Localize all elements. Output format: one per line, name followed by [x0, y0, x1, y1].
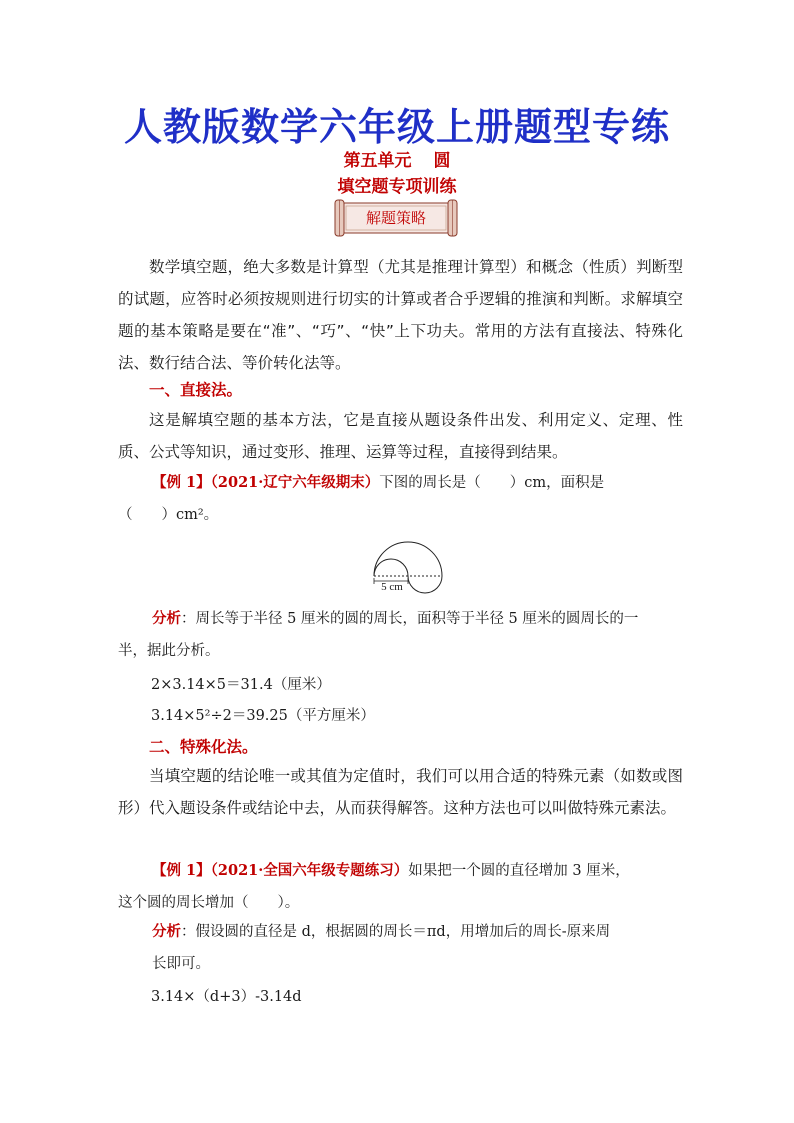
example1-source: （2021·辽宁六年级期末） — [210, 474, 380, 491]
example2-analysis — [118, 916, 688, 980]
figure-dimension-label: 5 cm — [381, 581, 403, 593]
section2-heading: 二、特殊化法。 — [149, 738, 258, 756]
unit-label: 第五单元 — [343, 151, 412, 171]
example2-tag: 【例 1】 — [152, 862, 211, 879]
sub-title: 填空题专项训练 — [337, 177, 457, 197]
section1-paragraph: 这是解填空题的基本方法，它是直接从题设条件出发、利用定义、定理、性质、公式等知识，通过变形、推理、运算等过程，直接得到结果。 — [118, 411, 683, 461]
unit-title — [0, 146, 794, 171]
section2-paragraph: 当填空题的结论唯一或其值为定值时，我们可以用合适的特殊元素（如数或图形）代入题设条件或结论中去，从而获得解答。这种方法也可以叫做特殊元素法。 — [118, 767, 683, 817]
example1-text1: 下图的周长是（ ）cm，面积是 — [379, 475, 605, 491]
analysis2-label: 分析 — [152, 923, 181, 940]
example1-tag: 【例 1】 — [152, 474, 211, 491]
analysis1-line2: 半，据此分析。 — [118, 643, 220, 659]
example1-line2: （ ）cm²。 — [118, 507, 219, 523]
calc2-perimeter-increase: 3.14×（d+3）-3.14d — [151, 989, 302, 1005]
analysis2-text1: ：假设圆的直径是 d，根据圆的周长＝πd，用增加后的周长-原来周 — [181, 924, 611, 940]
intro-paragraph: 数学填空题，绝大多数是计算型（尤其是推理计算型）和概念（性质）判断型的试题，应答时必须按规则进行切实的计算或者合乎逻辑的推演和判断。求解填空题的基本策略是要在“准”、“巧”、“快”上下功夫。常用的方法有直接法、特殊化法、数行结合法、等价转化法等。 — [118, 258, 683, 372]
example2-source: （2021·全国六年级专题练习） — [210, 862, 409, 879]
section1-heading: 一、直接法。 — [149, 381, 243, 399]
example1-analysis — [118, 603, 688, 667]
example2-line1 — [118, 855, 688, 887]
main-title: 人教版数学六年级上册题型专练 — [123, 105, 670, 149]
analysis1-text1: ：周长等于半径 5 厘米的圆的周长，面积等于半径 5 厘米的圆周长的一 — [181, 611, 639, 627]
calc1-perimeter: 2×3.14×5＝31.4（厘米） — [151, 677, 331, 693]
example2-question — [118, 855, 688, 919]
analysis1-label: 分析 — [152, 610, 181, 627]
example1-question — [118, 467, 688, 531]
analysis2-line1 — [118, 916, 688, 948]
calc1-area: 3.14×5²÷2＝39.25（平方厘米） — [151, 708, 375, 724]
example2-line2: 这个圆的周长增加（ ）。 — [118, 895, 300, 911]
analysis2-line2: 长即可。 — [152, 956, 210, 972]
example2-text1: 如果把一个圆的直径增加 3 厘米， — [408, 863, 630, 879]
unit-topic: 圆 — [433, 151, 451, 171]
example1-line1 — [118, 467, 688, 499]
scroll-label: 解题策略 — [365, 209, 426, 227]
strategy-scroll-banner — [332, 198, 460, 238]
analysis1-line1 — [118, 603, 688, 635]
